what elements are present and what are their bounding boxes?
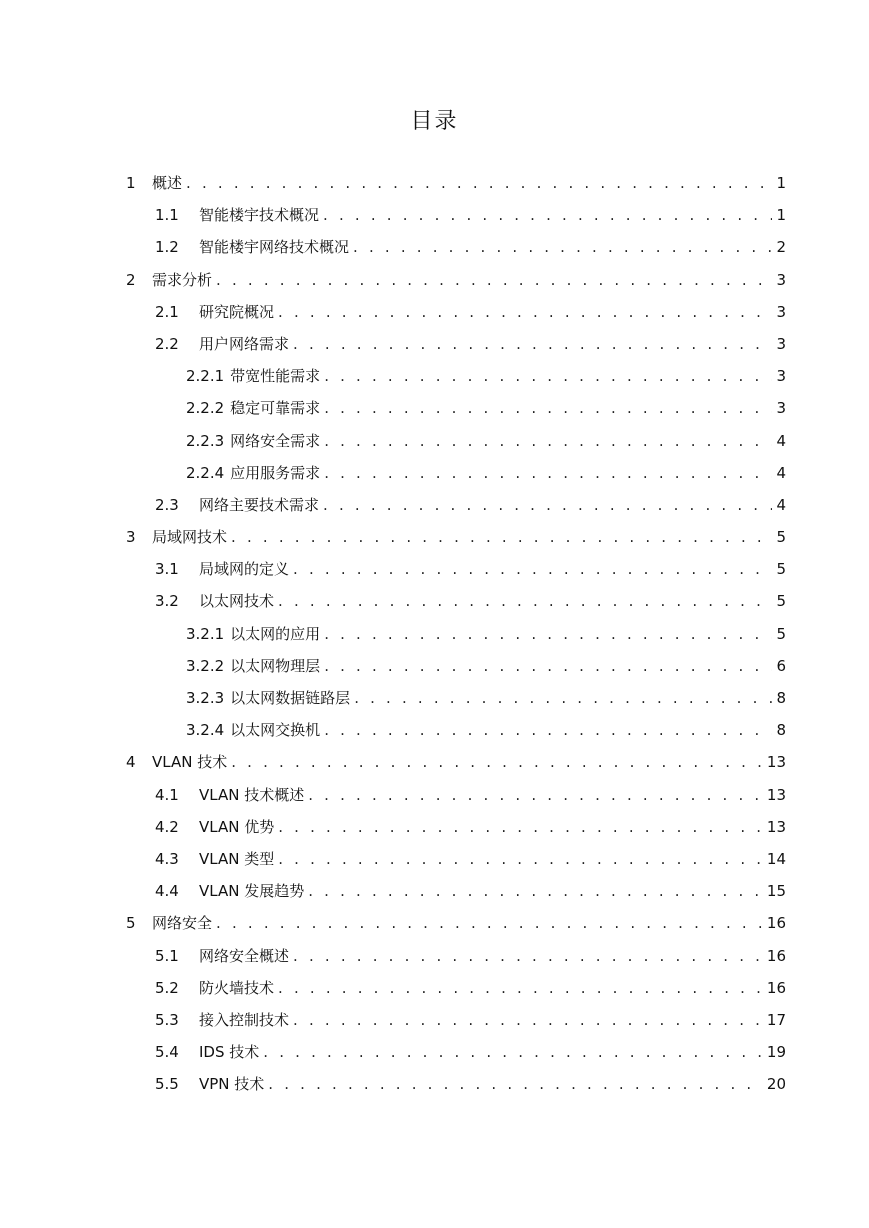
toc-entry[interactable]: [120, 462, 786, 494]
toc-entry-page-number: 4: [776, 463, 786, 482]
toc-entry-number: 2.2.1: [186, 367, 225, 386]
toc-entry-page-number: 16: [766, 914, 786, 933]
dot-leader: [324, 367, 772, 385]
toc-entry[interactable]: [120, 655, 786, 687]
toc-entry-title: VLAN 优势: [199, 817, 275, 836]
toc-entry-page-number: 13: [766, 753, 786, 772]
dot-leader: [263, 1043, 763, 1061]
toc-entry-page-number: 4: [776, 431, 786, 450]
toc-entry-title: 以太网的应用: [230, 624, 321, 643]
toc-entry-number: 4: [126, 753, 136, 772]
toc-entry-title: 网络安全需求: [230, 431, 321, 450]
toc-entry[interactable]: [120, 719, 786, 751]
dot-leader: [186, 174, 772, 192]
toc-entry-page-number: 3: [776, 302, 786, 321]
toc-entry-page-number: 19: [766, 1043, 786, 1062]
toc-entry-number: 4.4: [155, 882, 179, 901]
dot-leader: [308, 882, 763, 900]
toc-entry-page-number: 14: [766, 849, 786, 868]
toc-entry-title: 局域网的定义: [199, 560, 290, 579]
toc-entry[interactable]: [120, 1009, 786, 1041]
toc-entry-title: 网络主要技术需求: [199, 495, 320, 514]
toc-entry-number: 4.2: [155, 817, 179, 836]
toc-entry-page-number: 5: [776, 624, 786, 643]
toc-entry-page-number: 15: [766, 882, 786, 901]
toc-entry-number: 5.2: [155, 978, 179, 997]
toc-entry-title: VLAN 技术: [152, 753, 228, 772]
toc-entry-number: 2.2.3: [186, 431, 225, 450]
toc-entry[interactable]: [120, 333, 786, 365]
dot-leader: [268, 1075, 763, 1093]
toc-entry-number: 3.2.1: [186, 624, 225, 643]
toc-entry-page-number: 2: [776, 238, 786, 257]
toc-entry-number: 5.5: [155, 1075, 179, 1094]
dot-leader: [293, 1011, 763, 1029]
dot-leader: [216, 271, 772, 289]
toc-entry-number: 3.2.3: [186, 689, 225, 707]
toc-entry[interactable]: [120, 301, 786, 333]
toc-entry[interactable]: [120, 494, 786, 526]
toc-entry[interactable]: [120, 430, 786, 462]
toc-entry-title: 应用服务需求: [230, 463, 321, 482]
toc-entry-page-number: 13: [766, 785, 786, 804]
dot-leader: [278, 850, 763, 868]
toc-entry-number: 5: [126, 914, 136, 933]
toc-entry[interactable]: [120, 1041, 786, 1073]
toc-entry-title: 以太网交换机: [230, 721, 321, 740]
dot-leader: [278, 303, 772, 321]
toc-entry-title: VLAN 类型: [199, 849, 275, 868]
page-title: 目录: [410, 109, 459, 134]
toc-entry-number: 3.1: [155, 560, 179, 579]
toc-entry-number: 1.2: [155, 238, 179, 257]
toc-entry[interactable]: [120, 269, 786, 301]
toc-entry[interactable]: [120, 880, 786, 912]
toc-entry-title: 以太网数据链路层: [230, 689, 351, 707]
toc-entry[interactable]: [120, 687, 786, 719]
toc-entry-number: 2: [126, 270, 136, 289]
toc-entry-number: 4.3: [155, 849, 179, 868]
dot-leader: [293, 335, 772, 353]
toc-entry-page-number: 17: [766, 1010, 786, 1029]
toc-entry-number: 2.3: [155, 495, 179, 514]
toc-entry[interactable]: [120, 623, 786, 655]
dot-leader: [216, 914, 763, 932]
table-of-contents: [120, 172, 786, 1105]
toc-entry[interactable]: [120, 816, 786, 848]
toc-entry-page-number: 1: [776, 174, 786, 192]
dot-leader: [324, 657, 772, 675]
toc-entry[interactable]: [120, 848, 786, 880]
toc-entry[interactable]: [120, 365, 786, 397]
toc-entry-number: 2.2.4: [186, 463, 225, 482]
toc-entry-page-number: 5: [776, 560, 786, 579]
toc-entry-page-number: 8: [776, 721, 786, 740]
dot-leader: [324, 399, 772, 417]
toc-entry-number: 5.1: [155, 946, 179, 965]
toc-entry-title: 接入控制技术: [199, 1010, 290, 1029]
toc-entry-page-number: 16: [766, 946, 786, 965]
toc-entry-title: 以太网技术: [199, 592, 275, 611]
toc-entry-title: 稳定可靠需求: [230, 399, 321, 418]
toc-entry-number: 3.2.4: [186, 721, 225, 740]
toc-entry-page-number: 20: [766, 1075, 786, 1094]
dot-leader: [354, 689, 772, 707]
dot-leader: [231, 753, 763, 771]
toc-entry[interactable]: [120, 558, 786, 590]
toc-entry[interactable]: [120, 236, 786, 268]
toc-entry[interactable]: [120, 912, 786, 944]
dot-leader: [293, 947, 763, 965]
dot-leader: [324, 432, 772, 450]
toc-entry-number: 3: [126, 528, 136, 547]
toc-entry[interactable]: [120, 204, 786, 236]
toc-entry-title: VPN 技术: [199, 1075, 265, 1094]
toc-entry-page-number: 1: [776, 206, 786, 225]
toc-entry-title: 需求分析: [152, 270, 213, 289]
toc-entry[interactable]: [120, 590, 786, 622]
toc-entry[interactable]: [120, 172, 786, 204]
toc-entry[interactable]: [120, 977, 786, 1009]
toc-entry-page-number: 16: [766, 978, 786, 997]
toc-entry-page-number: 3: [776, 367, 786, 386]
toc-entry-title: 网络安全概述: [199, 946, 290, 965]
toc-entry-title: 研究院概况: [199, 302, 275, 321]
toc-entry[interactable]: [120, 945, 786, 977]
toc-entry-page-number: 4: [776, 495, 786, 514]
toc-entry-number: 1: [126, 174, 136, 192]
toc-entry-title: 智能楼宇技术概况: [199, 206, 320, 225]
toc-entry-title: 局域网技术: [152, 528, 228, 547]
toc-entry[interactable]: [120, 397, 786, 429]
toc-entry-number: 2.1: [155, 302, 179, 321]
dot-leader: [293, 560, 772, 578]
dot-leader: [324, 721, 772, 739]
toc-entry-page-number: 3: [776, 399, 786, 418]
toc-entry-number: 2.2.2: [186, 399, 225, 418]
dot-leader: [231, 528, 772, 546]
toc-entry[interactable]: [120, 751, 786, 783]
toc-entry[interactable]: [120, 784, 786, 816]
toc-entry[interactable]: [120, 1073, 786, 1105]
toc-entry-page-number: 3: [776, 270, 786, 289]
toc-entry[interactable]: [120, 526, 786, 558]
toc-entry-number: 4.1: [155, 785, 179, 804]
toc-entry-title: IDS 技术: [199, 1043, 260, 1062]
toc-entry-page-number: 3: [776, 334, 786, 353]
toc-entry-page-number: 5: [776, 592, 786, 611]
toc-entry-title: 用户网络需求: [199, 334, 290, 353]
toc-entry-title: 以太网物理层: [230, 656, 321, 675]
toc-entry-title: 概述: [152, 174, 183, 192]
dot-leader: [324, 625, 772, 643]
toc-entry-number: 2.2: [155, 334, 179, 353]
toc-entry-page-number: 8: [776, 689, 786, 707]
toc-entry-number: 3.2: [155, 592, 179, 611]
dot-leader: [324, 464, 772, 482]
dot-leader: [278, 979, 763, 997]
toc-entry-title: 防火墙技术: [199, 978, 275, 997]
toc-entry-number: 5.4: [155, 1043, 179, 1062]
toc-entry-page-number: 6: [776, 656, 786, 675]
toc-entry-title: VLAN 发展趋势: [199, 882, 305, 901]
dot-leader: [353, 238, 772, 256]
toc-entry-title: VLAN 技术概述: [199, 785, 305, 804]
toc-entry-number: 5.3: [155, 1010, 179, 1029]
toc-entry-title: 带宽性能需求: [230, 367, 321, 386]
dot-leader: [278, 592, 772, 610]
toc-entry-number: 3.2.2: [186, 656, 225, 675]
dot-leader: [278, 818, 763, 836]
toc-entry-page-number: 5: [776, 528, 786, 547]
toc-entry-title: 智能楼宇网络技术概况: [199, 238, 350, 257]
toc-entry-title: 网络安全: [152, 914, 213, 933]
toc-entry-page-number: 13: [766, 817, 786, 836]
dot-leader: [308, 786, 763, 804]
dot-leader: [323, 496, 772, 514]
dot-leader: [323, 206, 772, 224]
toc-entry-number: 1.1: [155, 206, 179, 225]
